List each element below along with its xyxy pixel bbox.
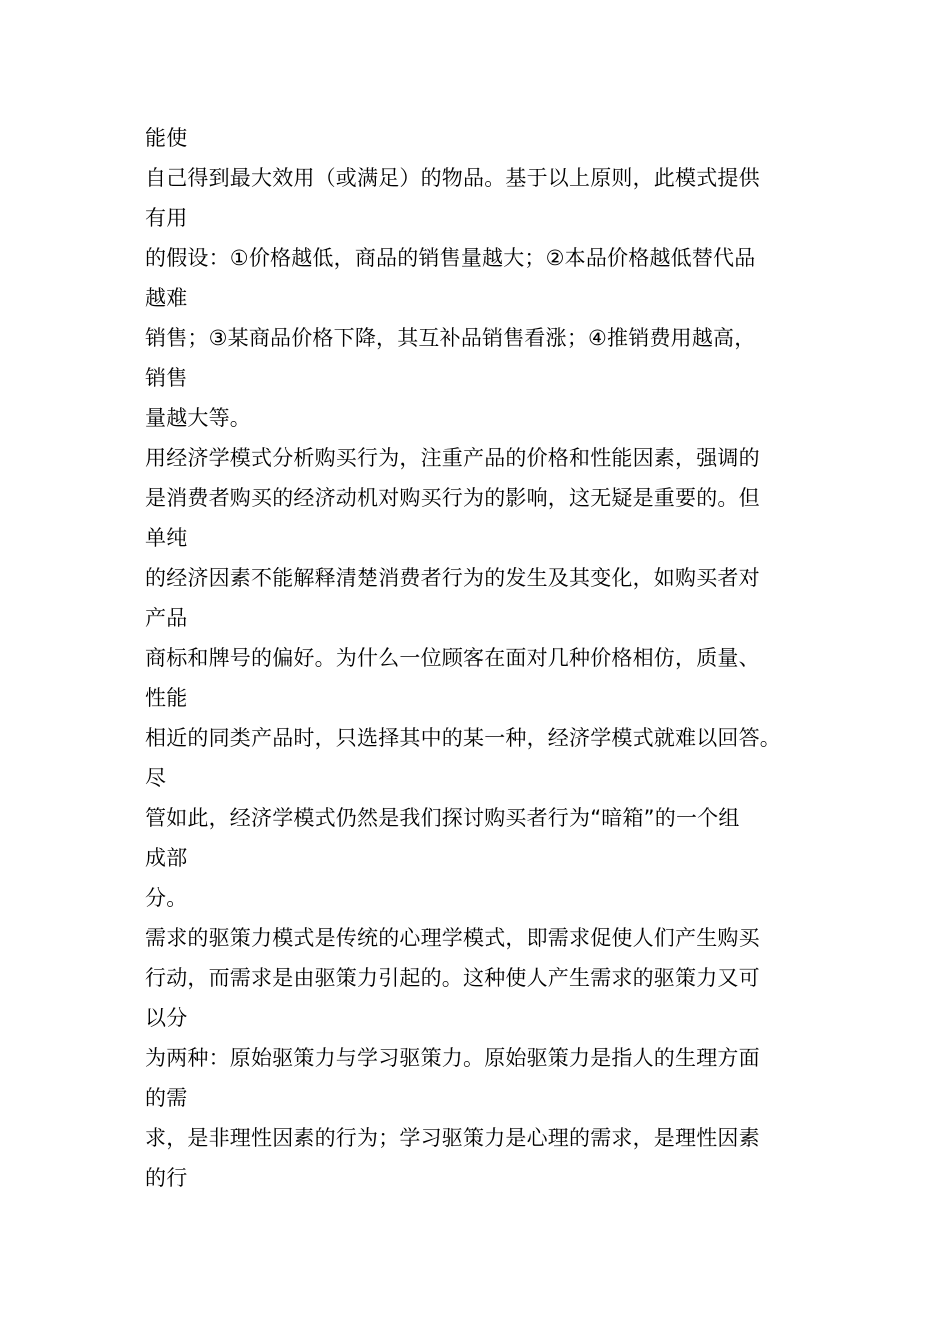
text-line: 以分 xyxy=(145,1006,188,1030)
text-line: 产品 xyxy=(145,606,188,630)
text-line: 成部 xyxy=(145,846,188,870)
text-line: 量越大等。 xyxy=(145,406,251,430)
text-line: 的需 xyxy=(145,1086,188,1110)
text-line: 性能 xyxy=(145,686,188,710)
text-line: 尽 xyxy=(145,766,167,790)
text-line: 相近的同类产品时，只选择其中的某一种，经济学模式就难以回答。 xyxy=(145,726,781,750)
text-line: 的经济因素不能解释清楚消费者行为的发生及其变化，如购买者对 xyxy=(145,566,760,590)
text-line: 分。 xyxy=(145,886,188,910)
text-line: 的行 xyxy=(145,1166,188,1190)
text-line: 越难 xyxy=(145,286,188,310)
text-line: 单纯 xyxy=(145,526,188,550)
text-line: 有用 xyxy=(145,206,188,230)
text-line: 销售；③某商品价格下降，其互补品销售看涨；④推销费用越高， xyxy=(145,326,756,350)
text-line: 用经济学模式分析购买行为，注重产品的价格和性能因素，强调的 xyxy=(145,446,760,470)
text-line: 需求的驱策力模式是传统的心理学模式，即需求促使人们产生购买 xyxy=(145,926,760,950)
text-line: 是消费者购买的经济动机对购买行为的影响，这无疑是重要的。但 xyxy=(145,486,760,510)
text-line: 为两种：原始驱策力与学习驱策力。原始驱策力是指人的生理方面 xyxy=(145,1046,760,1070)
text-line: 行动，而需求是由驱策力引起的。这种使人产生需求的驱策力又可 xyxy=(145,966,760,990)
text-line: 管如此，经济学模式仍然是我们探讨购买者行为“暗箱”的一个组 xyxy=(145,806,740,830)
text-line: 的假设：①价格越低，商品的销售量越大；②本品价格越低替代品 xyxy=(145,246,756,270)
body-text xyxy=(145,118,825,1198)
text-line: 自己得到最大效用（或满足）的物品。基于以上原则，此模式提供 xyxy=(145,166,760,190)
text-line: 能使 xyxy=(145,126,188,150)
text-line: 商标和牌号的偏好。为什么一位顾客在面对几种价格相仿，质量、 xyxy=(145,646,760,670)
text-line: 销售 xyxy=(145,366,188,390)
text-line: 求，是非理性因素的行为；学习驱策力是心理的需求，是理性因素 xyxy=(145,1126,760,1150)
